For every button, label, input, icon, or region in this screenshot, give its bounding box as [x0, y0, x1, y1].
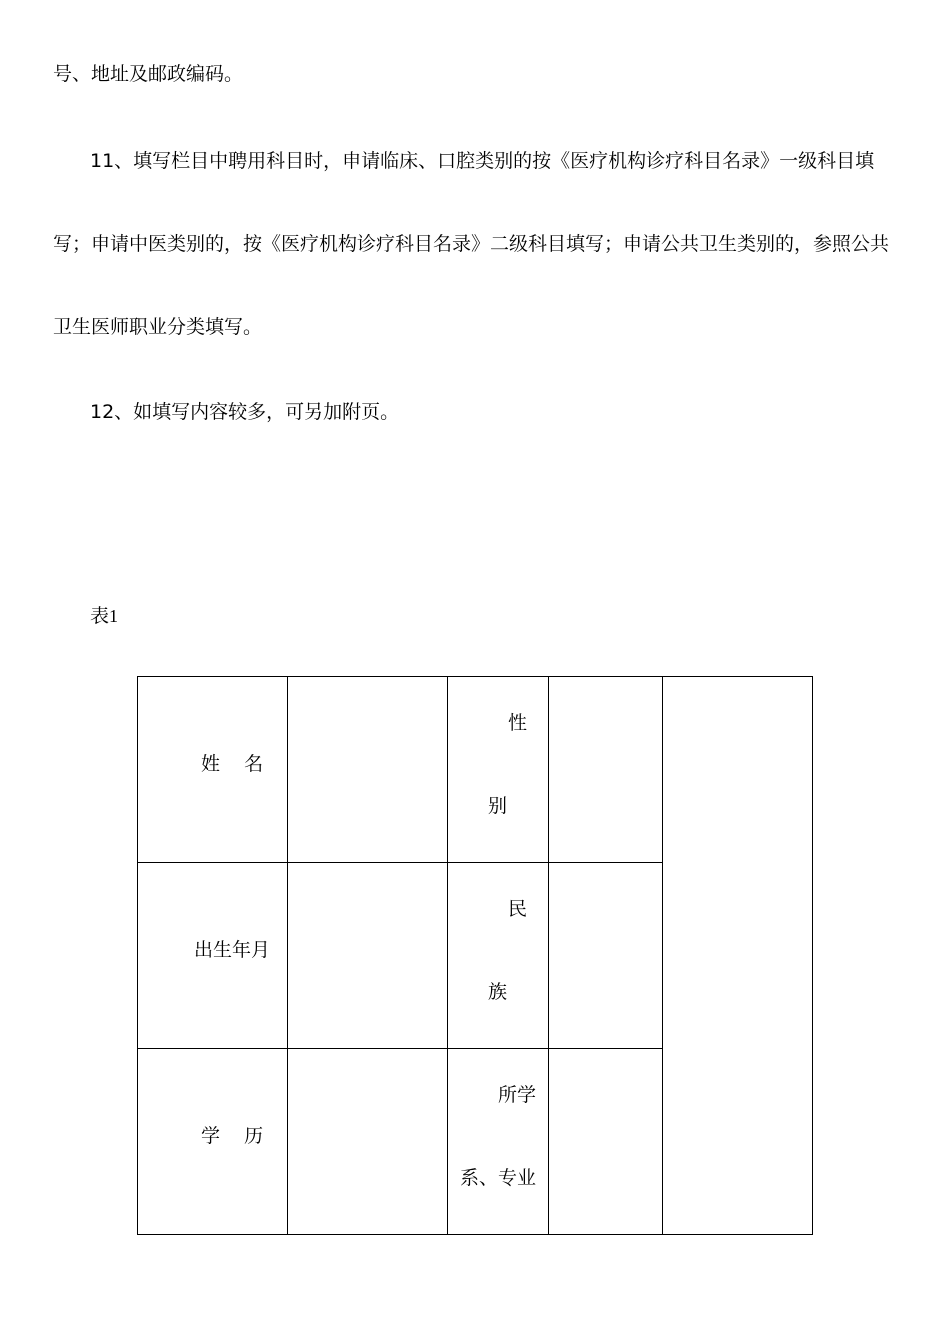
label-cell: [138, 863, 288, 1049]
birth-date-input-cell[interactable]: [288, 863, 448, 1049]
major-input-cell[interactable]: [549, 1049, 663, 1235]
name-input-cell[interactable]: [288, 677, 448, 863]
applicant-info-table: [137, 676, 813, 1235]
birth-date-label: 出生年月: [194, 939, 271, 961]
paragraph-line: 号、地址及邮政编码。: [53, 63, 244, 85]
table-row: [138, 677, 813, 863]
label-cell: [138, 1049, 288, 1235]
ethnicity-input-cell[interactable]: [549, 863, 663, 1049]
major-label-bottom: 系、专业: [460, 1167, 537, 1189]
gender-label-top: 性: [508, 712, 528, 734]
ethnicity-label-bottom: 族: [488, 981, 508, 1003]
gender-input-cell[interactable]: [549, 677, 663, 863]
label-cell: [138, 677, 288, 863]
label-cell: [448, 677, 549, 863]
paragraph-line: 写；申请中医类别的，按《医疗机构诊疗科目名录》二级科目填写；申请公共卫生类别的，参照公共: [53, 233, 890, 255]
ethnicity-label-top: 民: [508, 898, 528, 920]
photo-cell[interactable]: [663, 677, 813, 1235]
education-label: 学 历: [201, 1125, 264, 1147]
paragraph-line: 12、如填写内容较多，可另加附页。: [90, 401, 400, 423]
gender-label-bottom: 别: [488, 795, 508, 817]
paragraph-line: 11、填写栏目中聘用科目时，申请临床、口腔类别的按《医疗机构诊疗科目名录》一级科目填: [90, 150, 875, 172]
table-caption-number: 1: [109, 606, 119, 626]
table-caption-label: 表: [90, 605, 110, 627]
label-cell: [448, 863, 549, 1049]
education-input-cell[interactable]: [288, 1049, 448, 1235]
name-label: 姓 名: [201, 753, 264, 775]
table-caption: [90, 604, 118, 628]
label-cell: [448, 1049, 549, 1235]
major-label-top: 所学: [498, 1084, 537, 1106]
paragraph-line: 卫生医师职业分类填写。: [53, 316, 263, 338]
